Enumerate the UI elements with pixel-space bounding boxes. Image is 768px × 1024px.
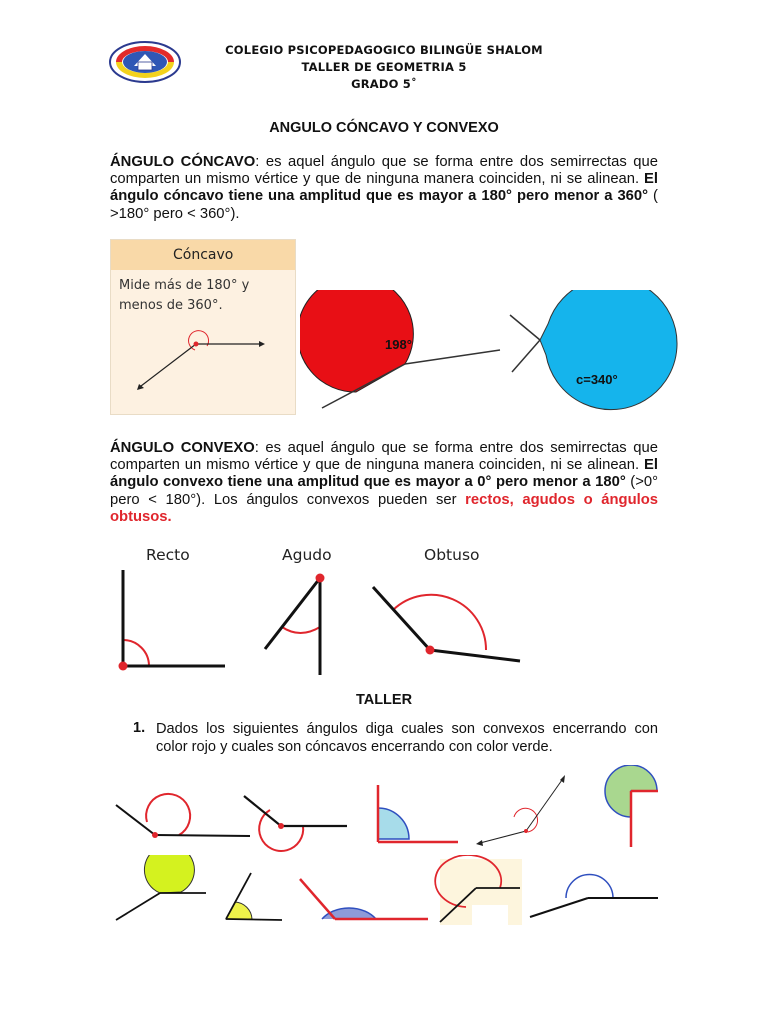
label-agudo: Agudo (282, 546, 332, 564)
concave-example1-label: 198° (385, 337, 412, 352)
exercise-row-2 (110, 855, 660, 935)
exercise-angle-7 (226, 873, 282, 920)
taller-heading: TALLER (355, 692, 413, 708)
exercise-angle-10 (530, 875, 658, 918)
concave-definition: : es aquel ángulo que se forma entre dos semirrectas que comparten un mismo vértice y que de ninguna manera coinciden, ni se alinean. (110, 154, 658, 188)
exercise-angle-3 (378, 785, 458, 842)
q1-text: Dados los siguientes ángulos diga cuales son convexos encerrando con color rojo y cuales son cóncavos encerrando con color verde. (156, 721, 658, 755)
concave-card-header: Cóncavo (111, 240, 295, 270)
workshop-name: TALLER DE GEOMETRIA 5 (301, 60, 467, 74)
exercise-angle-5 (605, 765, 658, 847)
convex-diagrams (110, 565, 540, 680)
concave-examples (300, 290, 680, 420)
concave-term: ÁNGULO CÓNCAVO (110, 154, 256, 170)
page-title: ANGULO CÓNCAVO Y CONVEXO (269, 120, 499, 136)
convex-term: ÁNGULO CONVEXO (110, 440, 255, 456)
concave-card (110, 239, 296, 415)
concave-range: ( >180° pero < 360°). (110, 188, 658, 222)
exercise-angle-9 (435, 855, 522, 925)
concave-card-diagram (111, 320, 295, 414)
concave-card-text: Mide más de 180° y menos de 360°. (119, 278, 250, 313)
convex-definition: : es aquel ángulo que se forma entre dos semirrectas que comparten un mismo vértice y que de ninguna manera coinciden, ni se alinean. (110, 440, 658, 474)
concave-example2-label: c=340° (576, 372, 618, 387)
exercise-angle-4 (476, 775, 565, 846)
convex-types: rectos, agudos o ángulos obtusos. (110, 491, 658, 525)
convex-paragraph (110, 440, 658, 526)
exercise-angle-2 (244, 796, 347, 851)
exercise-angle-6 (116, 855, 206, 920)
q1-number: 1. (133, 720, 146, 736)
exercise-angle-8 (300, 879, 428, 919)
school-name: COLEGIO PSICOPEDAGOGICO BILINGÜE SHALOM (225, 43, 543, 57)
label-obtuso: Obtuso (424, 546, 480, 564)
convex-range: (>0° pero < 180°). Los ángulos convexos pueden ser (110, 474, 659, 508)
grade-label: GRADO 5˚ (351, 77, 417, 91)
convex-rule: El ángulo convexo tiene una amplitud que es mayor a 0° pero menor a 180° (110, 457, 658, 491)
concave-rule: El ángulo cóncavo tiene una amplitud que es mayor a 180° pero menor a 360° (110, 171, 658, 205)
concave-paragraph (110, 154, 658, 223)
label-recto: Recto (146, 546, 190, 564)
exercise-row-1 (110, 765, 660, 855)
exercise-angle-1 (116, 794, 250, 838)
